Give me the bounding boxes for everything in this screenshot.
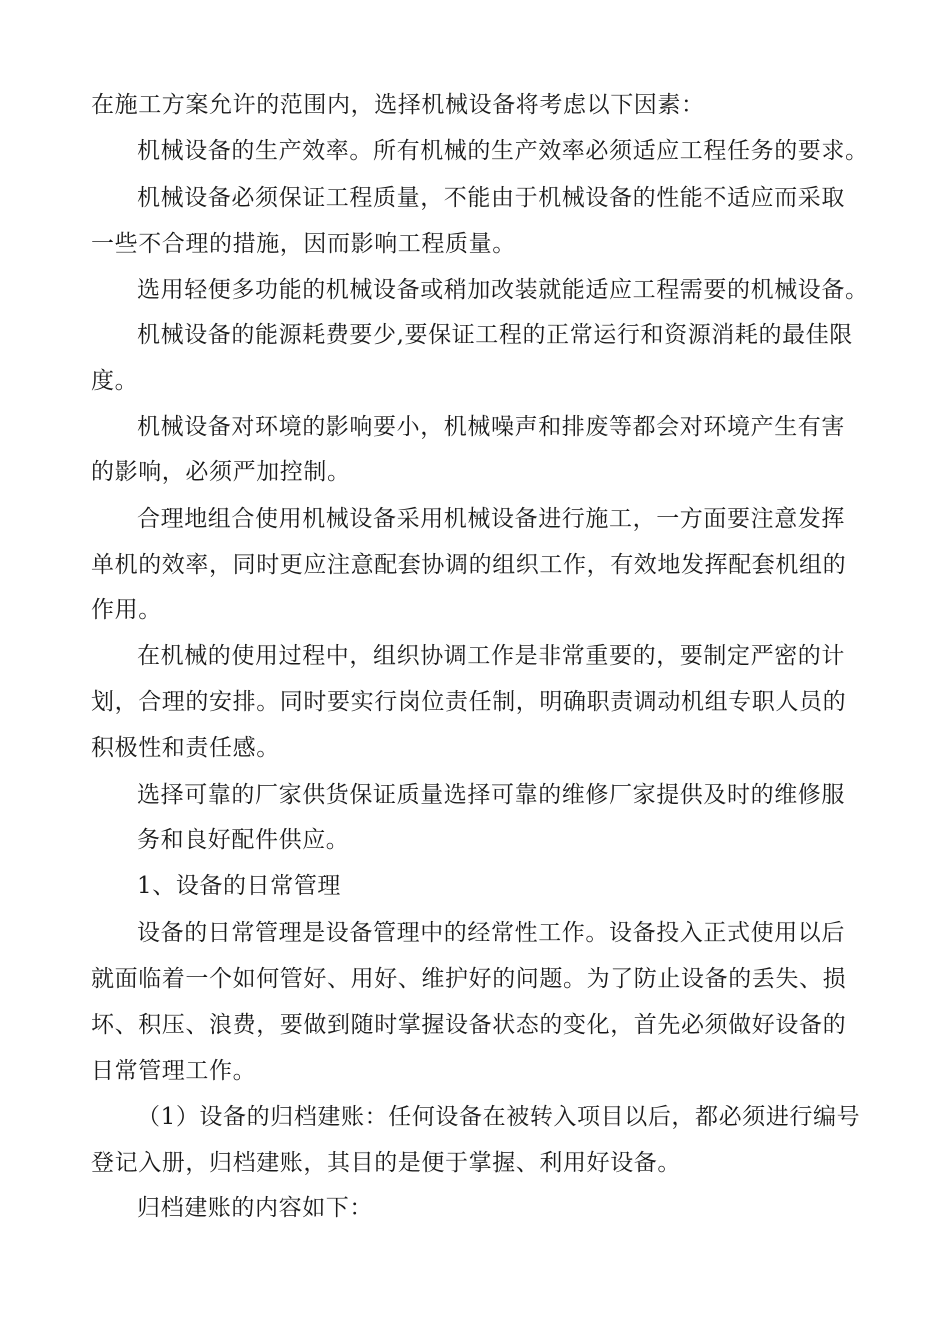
text-line: 机械设备必须保证工程质量，不能由于机械设备的性能不适应而采取 bbox=[137, 185, 845, 211]
text-line: 归档建账的内容如下： bbox=[137, 1195, 373, 1221]
text-line: 机械设备对环境的影响要小，机械噪声和排废等都会对环境产生有害 bbox=[137, 414, 845, 440]
text-line: 一些不合理的措施，因而影响工程质量。 bbox=[91, 231, 516, 257]
text-line: （1）设备的归档建账：任何设备在被转入项目以后，都必须进行编号 bbox=[137, 1104, 861, 1130]
text-line: 选择可靠的厂家供货保证质量选择可靠的维修厂家提供及时的维修服 bbox=[137, 782, 845, 808]
text-line: 坏、积压、浪费，要做到随时掌握设备状态的变化，首先必须做好设备的 bbox=[91, 1012, 847, 1038]
text-line: 作用。 bbox=[91, 597, 162, 623]
text-line: 务和良好配件供应。 bbox=[137, 827, 350, 853]
text-line: 的影响，必须严加控制。 bbox=[91, 459, 351, 485]
text-line: 单机的效率，同时更应注意配套协调的组织工作，有效地发挥配套机组的 bbox=[91, 552, 847, 578]
text-line: 度。 bbox=[91, 368, 139, 394]
text-line: 选用轻便多功能的机械设备或稍加改装就能适应工程需要的机械设备。 bbox=[137, 277, 869, 303]
text-line: 就面临着一个如何管好、用好、维护好的问题。为了防止设备的丢失、损 bbox=[91, 966, 847, 992]
text-line: 日常管理工作。 bbox=[91, 1058, 257, 1084]
text-line: 合理地组合使用机械设备采用机械设备进行施工，一方面要注意发挥 bbox=[137, 506, 845, 532]
text-line: 机械设备的能源耗费要少,要保证工程的正常运行和资源消耗的最佳限 bbox=[137, 322, 853, 348]
text-line: 在机械的使用过程中，组织协调工作是非常重要的，要制定严密的计 bbox=[137, 643, 845, 669]
text-line: 登记入册，归档建账，其目的是便于掌握、利用好设备。 bbox=[91, 1150, 681, 1176]
text-line: 机械设备的生产效率。所有机械的生产效率必须适应工程任务的要求。 bbox=[137, 138, 869, 164]
text-line: 划，合理的安排。同时要实行岗位责任制，明确职责调动机组专职人员的 bbox=[91, 689, 847, 715]
section-heading: 1、设备的日常管理 bbox=[137, 873, 342, 899]
text-line: 设备的日常管理是设备管理中的经常性工作。设备投入正式使用以后 bbox=[137, 920, 845, 946]
text-line: 在施工方案允许的范围内，选择机械设备将考虑以下因素： bbox=[91, 92, 705, 118]
text-line: 积极性和责任感。 bbox=[91, 735, 280, 761]
